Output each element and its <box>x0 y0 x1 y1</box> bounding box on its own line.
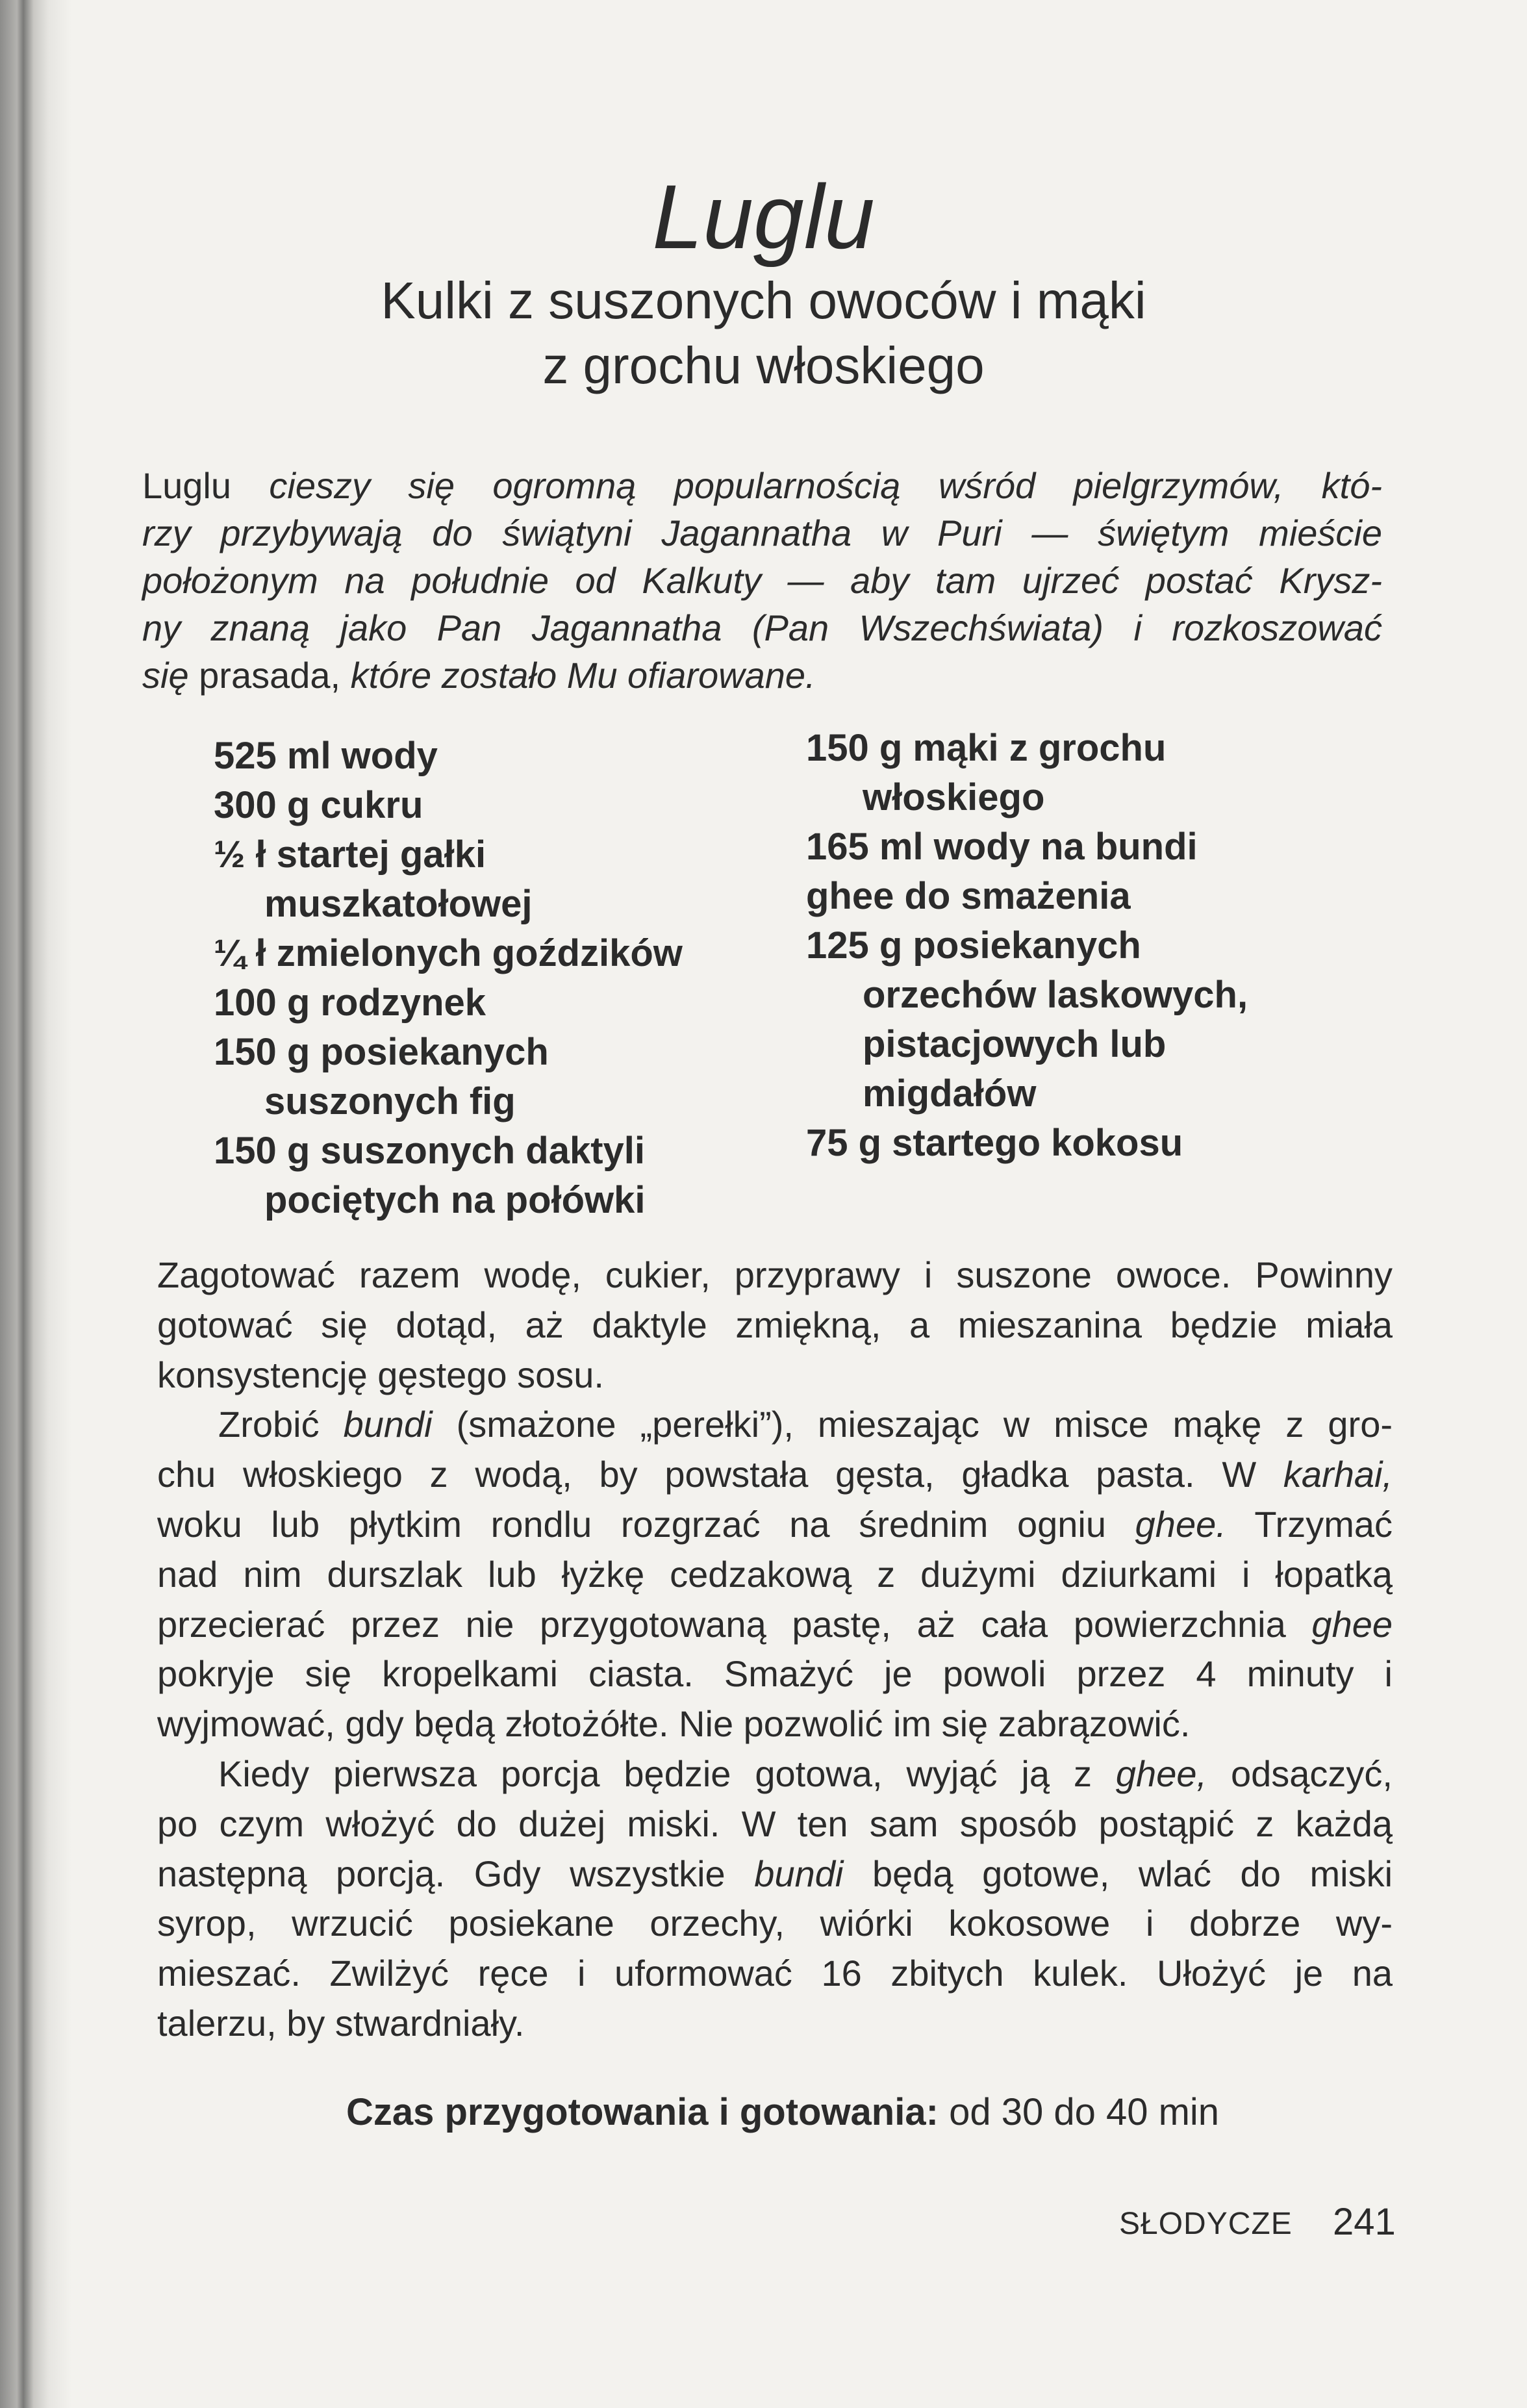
method-text-segment: będą gotowe, wlać do miski <box>843 1853 1393 1894</box>
method-line <box>157 1500 1393 1550</box>
running-footer-section: SŁODYCZE <box>1119 2207 1293 2241</box>
intro-line <box>142 557 1382 604</box>
method-text-segment: Zrobić <box>218 1404 344 1445</box>
method-text-segment: przecierać przez nie przygotowaną pastę, aż cała powierzchnia <box>157 1603 1312 1645</box>
method-text-segment: po czym włożyć do dużej miski. W ten sam sposób postąpić z każdą <box>157 1803 1393 1844</box>
method-line <box>157 1450 1393 1500</box>
preparation-time-value: od 30 do 40 min <box>949 2091 1220 2133</box>
intro-line <box>142 604 1382 652</box>
ingredient-line: włoskiego <box>863 776 1045 818</box>
intro-text: prasada, <box>199 655 341 696</box>
method-line <box>157 1749 1393 1799</box>
ingredient-line: 100 g rodzynek <box>214 982 486 1024</box>
method-text-segment: Zagotować razem wodę, cukier, przyprawy i suszone owoce. Powinny <box>157 1254 1393 1295</box>
ingredient-line: 300 g cukru <box>214 784 423 826</box>
method-line <box>157 1550 1393 1600</box>
method-italic-term: ghee. <box>1135 1503 1226 1545</box>
ingredient-line: suszonych fig <box>264 1080 516 1122</box>
method-text-segment: Trzymać <box>1226 1503 1393 1545</box>
intro-text: Luglu <box>142 465 270 506</box>
intro-italic-text: ny znaną jako Pan Jagannatha (Pan Wszechświata) i rozkoszować <box>142 607 1382 648</box>
method-line <box>157 1949 1393 1999</box>
intro-italic-text: rzy przybywają do świątyni Jagannatha w Puri — świętym mieście <box>142 513 1382 553</box>
method-line <box>157 1699 1393 1749</box>
method-line <box>157 1849 1393 1899</box>
ingredient-line: 75 g startego kokosu <box>806 1122 1183 1164</box>
method-line <box>157 1649 1393 1699</box>
ingredients-left-column <box>214 731 683 1225</box>
ingredient-line: muszkatołowej <box>264 883 533 925</box>
method-text-segment: (smażone „perełki”), mieszając w misce mąkę z gro- <box>432 1404 1393 1445</box>
intro-line <box>142 509 1382 557</box>
page-number: 241 <box>1333 2201 1396 2243</box>
method-italic-term: bundi <box>754 1853 844 1894</box>
method-line <box>157 1600 1393 1650</box>
method-italic-term: bundi <box>343 1404 433 1445</box>
method-text-segment: następną porcją. Gdy wszystkie <box>157 1853 755 1894</box>
preparation-time <box>130 2088 1435 2137</box>
intro-paragraph <box>142 462 1382 699</box>
method-line <box>157 1899 1393 1949</box>
method-line <box>157 1300 1393 1350</box>
method-italic-term: karhai, <box>1283 1454 1393 1495</box>
method-line <box>157 1799 1393 1849</box>
method-text-segment: mieszać. Zwilżyć ręce i uformować 16 zbitych kulek. Ułożyć je na <box>157 1953 1393 1994</box>
subtitle-line: Kulki z suszonych owoców i mąki <box>381 272 1146 329</box>
method-text-segment: gotować się dotąd, aż daktyle zmiękną, a mieszanina będzie miała <box>157 1304 1393 1345</box>
method-italic-term: ghee <box>1311 1603 1393 1645</box>
intro-line <box>142 462 1382 509</box>
method-text-segment: chu włoskiego z wodą, by powstała gęsta, gładka pasta. W <box>157 1454 1283 1495</box>
method-line <box>157 1400 1393 1450</box>
method-text-segment: woku lub płytkim rondlu rozgrzać na średnim ogniu <box>157 1503 1135 1545</box>
method-line <box>157 1250 1393 1300</box>
method-text-segment: talerzu, by stwardniały. <box>157 2002 525 2044</box>
method-text <box>157 1250 1393 2049</box>
ingredient-line: 150 g mąki z grochu <box>806 727 1167 769</box>
ingredient-line: 125 g posiekanych <box>806 924 1141 967</box>
preparation-time-label: Czas przygotowania i gotowania: <box>346 2091 939 2133</box>
ingredient-line: 150 g posiekanych <box>214 1031 549 1073</box>
method-text-segment: pokryje się kropelkami ciasta. Smażyć je powoli przez 4 minuty i <box>157 1653 1393 1695</box>
ingredients-right-column <box>806 724 1248 1168</box>
ingredient-line: pistacjowych lub <box>863 1023 1167 1065</box>
method-text-segment: konsystencję gęstego sosu. <box>157 1354 604 1395</box>
ingredient-line: orzechów laskowych, <box>863 974 1248 1016</box>
method-line <box>157 1999 1393 2049</box>
intro-italic-text: cieszy się ogromną popularnością wśród pielgrzymów, któ- <box>269 465 1382 506</box>
method-italic-term: ghee, <box>1115 1753 1207 1794</box>
intro-italic-text: się <box>142 655 199 696</box>
method-text-segment: wyjmować, gdy będą złotożółte. Nie pozwolić im się zabrązowić. <box>157 1703 1191 1745</box>
ingredient-line: ½ ł startej gałki <box>214 833 486 876</box>
method-text-segment: Kiedy pierwsza porcja będzie gotowa, wyjąć ją z <box>218 1753 1116 1794</box>
ingredient-line: 525 ml wody <box>214 735 438 777</box>
ingredient-line: 165 ml wody na bundi <box>806 826 1198 868</box>
ingredient-line: pociętych na połówki <box>264 1179 646 1221</box>
ingredient-line: ghee do smażenia <box>806 875 1131 917</box>
subtitle-line: z grochu włoskiego <box>542 336 985 394</box>
ingredient-line: 150 g suszonych daktyli <box>214 1130 646 1172</box>
method-text-segment: syrop, wrzucić posiekane orzechy, wiórki kokosowe i dobrze wy- <box>157 1903 1393 1944</box>
method-line <box>157 1350 1393 1400</box>
recipe-subtitle <box>0 268 1527 398</box>
intro-italic-text: położonym na południe od Kalkuty — aby tam ujrzeć postać Krysz- <box>142 560 1382 601</box>
method-text-segment: odsączyć, <box>1207 1753 1393 1794</box>
ingredient-line: ¼ ł zmielonych goździków <box>214 932 683 974</box>
intro-italic-text: które zostało Mu ofiarowane. <box>340 655 816 696</box>
intro-line <box>142 652 1382 699</box>
ingredient-line: migdałów <box>863 1072 1037 1115</box>
recipe-title: Luglu <box>652 166 875 268</box>
method-text-segment: nad nim durszlak lub łyżkę cedzakową z dużymi dziurkami i łopatką <box>157 1553 1393 1595</box>
